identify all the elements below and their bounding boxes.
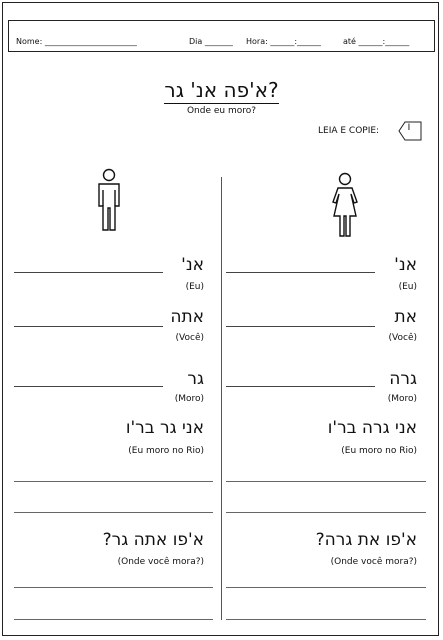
left-write-line-1[interactable] [14, 272, 163, 273]
left-word-voce: אתה [170, 307, 204, 327]
right-sentence-2-pt: (Onde você mora?) [330, 557, 417, 567]
right-word-moro-pt: (Moro) [387, 394, 417, 404]
left-write-line-4[interactable] [14, 481, 213, 482]
left-write-line-3[interactable] [14, 386, 163, 387]
right-write-line-7[interactable] [226, 619, 426, 620]
time-start-field[interactable]: Hora: ______:______ [246, 37, 322, 46]
right-write-line-1[interactable] [226, 272, 375, 273]
student-info-header [8, 20, 435, 52]
right-write-line-4[interactable] [226, 481, 426, 482]
male-person-icon [95, 168, 123, 232]
female-person-icon [330, 172, 360, 238]
right-word-voce: את [394, 307, 417, 327]
right-sentence-2: א'פו את גרה? [315, 530, 417, 550]
left-word-eu: אנ' [181, 255, 204, 275]
left-word-moro-pt: (Moro) [174, 394, 204, 404]
page-subtitle: Onde eu moro? [186, 106, 257, 116]
column-divider [221, 177, 222, 620]
title-text: א'פה אנ' גר? [164, 78, 279, 102]
left-write-line-6[interactable] [14, 587, 213, 588]
left-write-line-5[interactable] [14, 512, 213, 513]
right-sentence-1: אני גרה בר'ו [327, 418, 417, 438]
right-word-eu: אנ' [394, 255, 417, 275]
right-write-line-6[interactable] [226, 587, 426, 588]
left-write-line-2[interactable] [14, 326, 163, 327]
left-sentence-2-pt: (Onde você mora?) [117, 557, 204, 567]
time-end-field[interactable]: até ______:______ [343, 37, 410, 46]
right-word-eu-pt: (Eu) [398, 282, 417, 292]
name-field[interactable]: Nome: _______________________ [16, 37, 137, 46]
left-sentence-1: אני גר בר'ו [125, 418, 204, 438]
exercise-number: I [407, 123, 411, 133]
instruction-label: LEIA E COPIE: [318, 126, 380, 136]
left-write-line-7[interactable] [14, 619, 213, 620]
day-field[interactable]: Dia _______ [189, 37, 233, 46]
right-write-line-3[interactable] [226, 386, 375, 387]
right-write-line-5[interactable] [226, 512, 426, 513]
left-word-eu-pt: (Eu) [185, 282, 204, 292]
left-word-moro: גר [187, 369, 204, 389]
right-sentence-1-pt: (Eu moro no Rio) [341, 446, 417, 456]
left-sentence-2: א'פו אתה גר? [102, 530, 204, 550]
page-title [0, 78, 443, 102]
left-sentence-1-pt: (Eu moro no Rio) [128, 446, 204, 456]
right-write-line-2[interactable] [226, 326, 375, 327]
right-word-moro: גרה [389, 369, 417, 389]
right-word-voce-pt: (Você) [388, 333, 417, 343]
left-word-voce-pt: (Você) [175, 333, 204, 343]
